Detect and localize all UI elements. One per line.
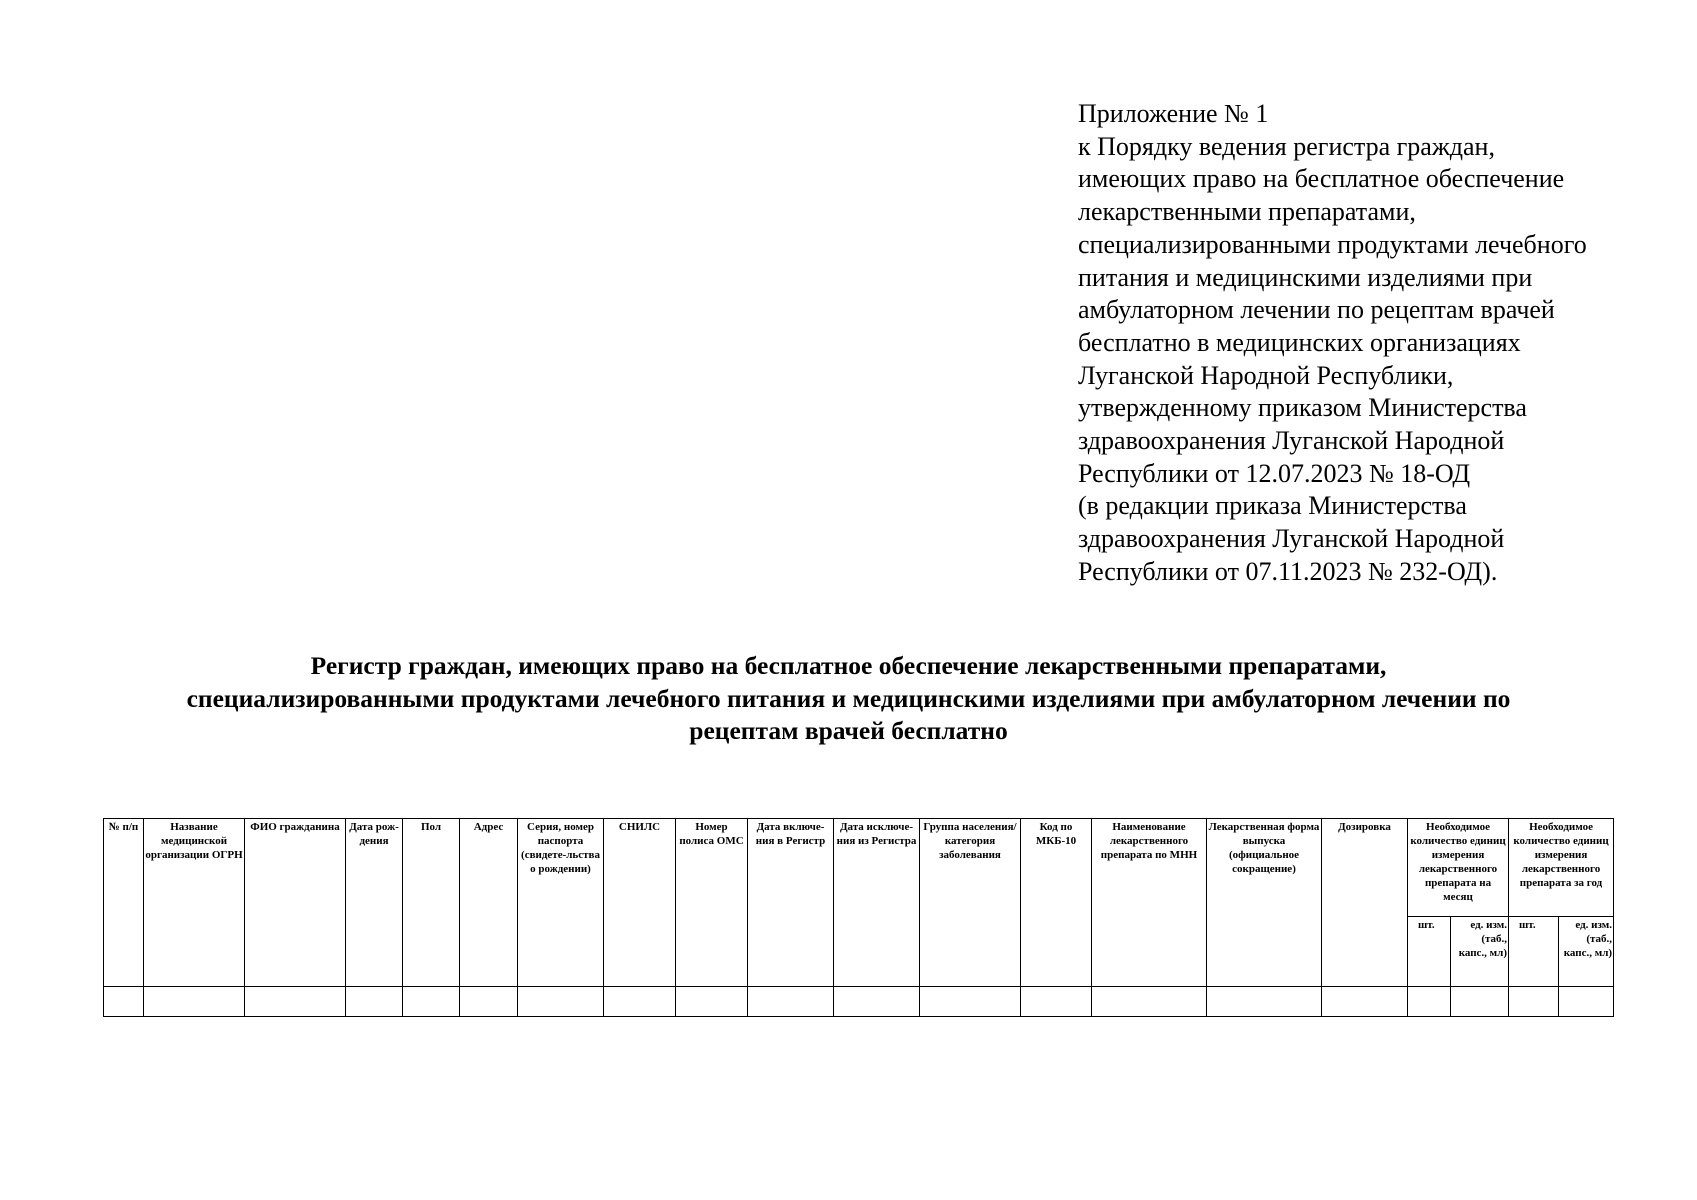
table-cell (834, 987, 920, 1017)
table-cell (1322, 987, 1408, 1017)
col-header-passport: Серия, номер паспорта (свидете-льства о рождении) (518, 819, 604, 987)
register-title (60, 650, 1637, 748)
appendix-line: Республики от 12.07.2023 № 18-ОД (1078, 458, 1471, 488)
col-header-full-name: ФИО гражданина (245, 819, 346, 987)
table-cell (676, 987, 748, 1017)
col-header-month-units: ед. изм. (таб., капс., мл) (1451, 917, 1509, 987)
appendix-line: к Порядку ведения регистра граждан, (1078, 131, 1495, 161)
col-header-snils: СНИЛС (604, 819, 676, 987)
title-line: рецептам врачей бесплатно (689, 716, 1008, 745)
table-row (104, 987, 1614, 1017)
col-header-sex: Пол (403, 819, 460, 987)
col-header-number: № п/п (104, 819, 144, 987)
table-cell (748, 987, 834, 1017)
col-header-drug-inn: Наименование лекарственного препарата по МНН (1092, 819, 1207, 987)
col-header-birth-date: Дата рож-дения (346, 819, 403, 987)
table-cell (1559, 987, 1614, 1017)
appendix-block (1078, 98, 1678, 589)
col-header-inclusion-date: Дата включе-ния в Регистр (748, 819, 834, 987)
col-header-year-pcs: шт. (1509, 917, 1559, 987)
col-header-dosage: Дозировка (1322, 819, 1408, 987)
table-cell (604, 987, 676, 1017)
appendix-line: утвержденному приказом Министерства (1078, 393, 1527, 423)
table-cell (104, 987, 144, 1017)
appendix-line: (в редакции приказа Министерства (1078, 491, 1467, 521)
col-header-organization: Название медицинской организации ОГРН (144, 819, 245, 987)
appendix-line: амбулаторном лечении по рецептам врачей (1078, 295, 1555, 325)
table-cell (1021, 987, 1092, 1017)
appendix-line: здравоохранения Луганской Народной (1078, 524, 1505, 554)
table-cell (1207, 987, 1322, 1017)
table-cell (144, 987, 245, 1017)
col-header-month-pcs: шт. (1408, 917, 1451, 987)
col-header-address: Адрес (460, 819, 518, 987)
col-header-year-units: ед. изм. (таб., капс., мл) (1559, 917, 1614, 987)
appendix-line: питания и медицинскими изделиями при (1078, 262, 1533, 292)
col-header-dosage-form: Лекарственная форма выпуска (официальное сокращение) (1207, 819, 1322, 987)
col-header-exclusion-date: Дата исключе-ния из Регистра (834, 819, 920, 987)
appendix-line: бесплатно в медицинских организациях (1078, 327, 1521, 357)
register-table (103, 818, 1614, 1017)
table-cell (346, 987, 403, 1017)
table-cell (1509, 987, 1559, 1017)
appendix-line: Луганской Народной Республики, (1078, 360, 1454, 390)
title-line: специализированными продуктами лечебного питания и медицинскими изделиями при амбулаторном лечении по (186, 683, 1511, 713)
appendix-line: Республики от 07.11.2023 № 232-ОД). (1078, 556, 1498, 586)
table-cell (518, 987, 604, 1017)
table-cell (1092, 987, 1207, 1017)
appendix-line: имеющих право на бесплатное обеспечение (1078, 164, 1565, 194)
table-cell (1408, 987, 1451, 1017)
col-header-population-group: Группа населения/ категория заболевания (920, 819, 1021, 987)
appendix-line: лекарственными препаратами, (1078, 197, 1416, 227)
col-header-quantity-year: Необходимое количество единиц измерения лекарственного препарата за год (1509, 819, 1614, 917)
appendix-line: здравоохранения Луганской Народной (1078, 426, 1505, 456)
appendix-line: Приложение № 1 (1078, 99, 1269, 128)
col-header-icd10-code: Код по МКБ-10 (1021, 819, 1092, 987)
appendix-line: специализированными продуктами лечебного (1078, 229, 1587, 259)
table-cell (920, 987, 1021, 1017)
table-cell (1451, 987, 1509, 1017)
table-cell (403, 987, 460, 1017)
table-cell (245, 987, 346, 1017)
table-cell (460, 987, 518, 1017)
col-header-oms-policy: Номер полиса ОМС (676, 819, 748, 987)
col-header-quantity-month: Необходимое количество единиц измерения лекарственного препарата на месяц (1408, 819, 1509, 917)
title-line: Регистр граждан, имеющих право на бесплатное обеспечение лекарственными препаратами, (310, 651, 1387, 680)
